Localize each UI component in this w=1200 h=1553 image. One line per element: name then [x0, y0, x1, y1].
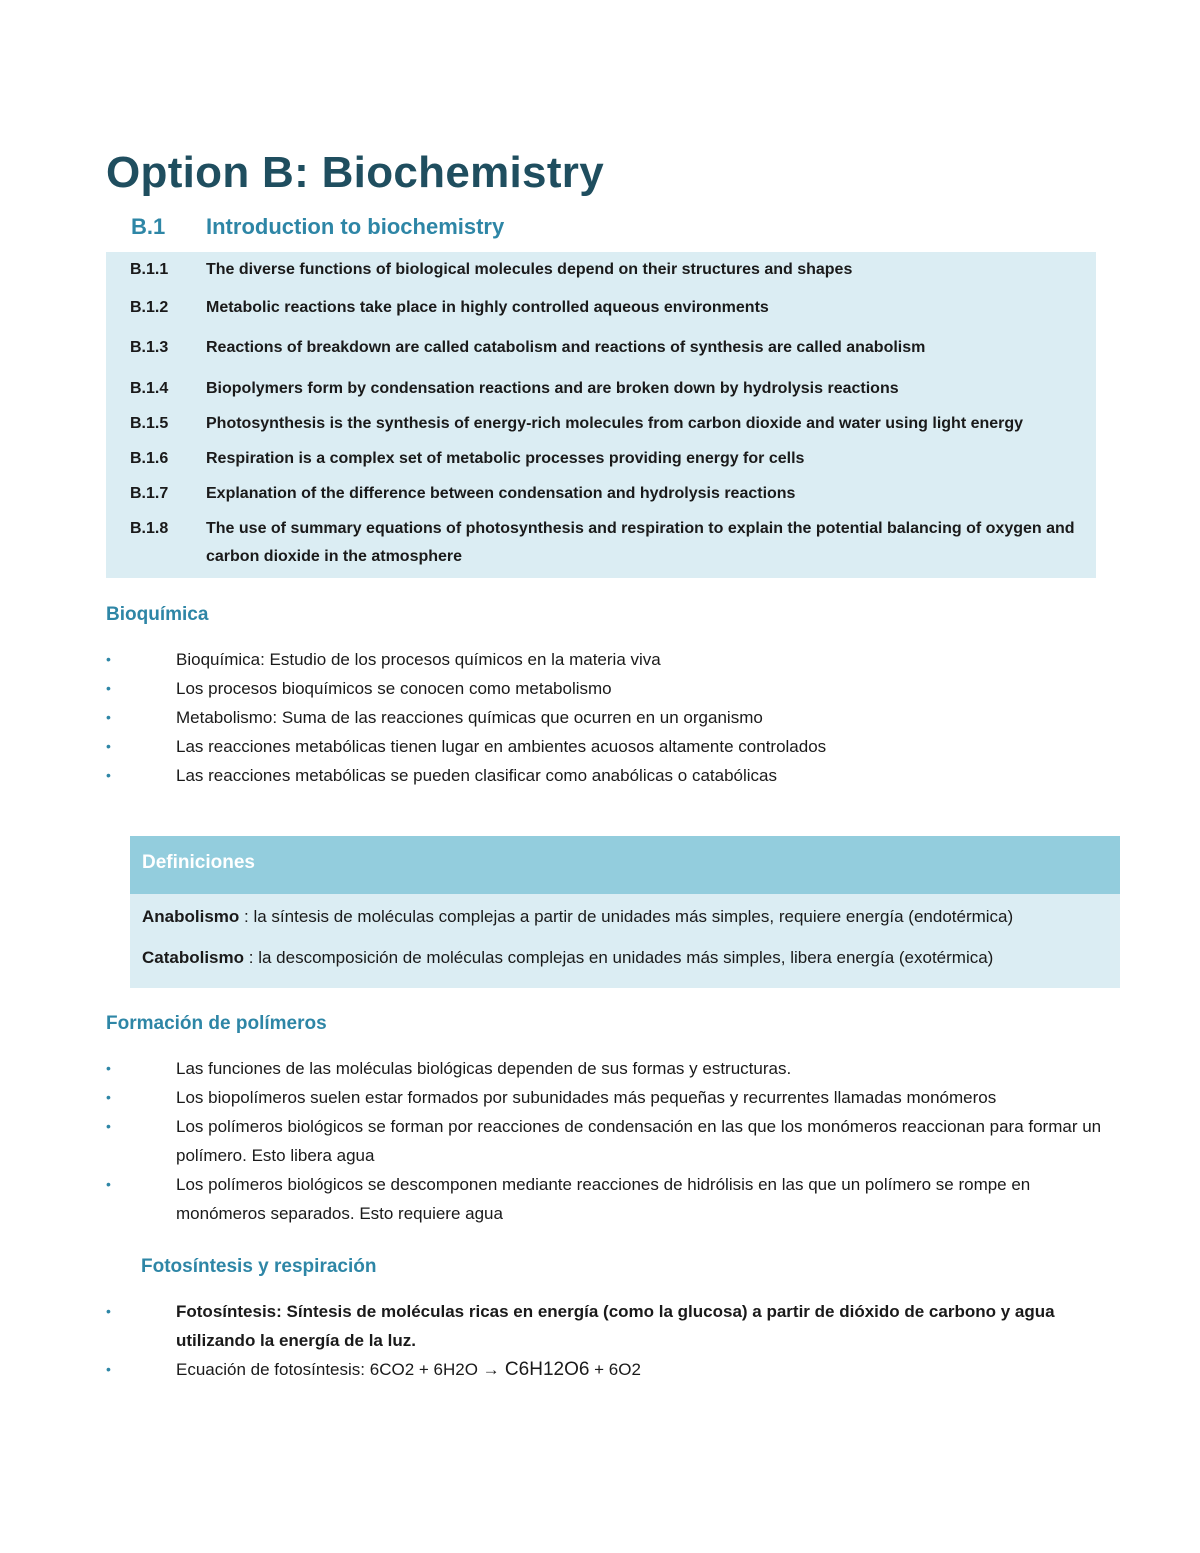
list-item: • Los procesos bioquímicos se conocen como metabolismo: [106, 674, 1106, 703]
definition-catabolismo: Catabolismo : la descomposición de moléculas complejas en unidades más simples, libera energía (exotérmica): [142, 948, 994, 967]
section-heading-polimeros: Formación de polímeros: [106, 1013, 327, 1034]
objective-row: B.1.5 Photosynthesis is the synthesis of energy-rich molecules from carbon dioxide and water using light energy: [130, 415, 1024, 432]
list-item: • Los polímeros biológicos se forman por reacciones de condensación en las que los monómeros reaccionan para formar un polímero. Esto libera agua: [106, 1112, 1106, 1170]
polimeros-list: [106, 1054, 1106, 1228]
list-item: • Bioquímica: Estudio de los procesos químicos en la materia viva: [106, 645, 1106, 674]
bullet-icon: •: [106, 1118, 111, 1134]
bullet-icon: •: [106, 651, 111, 667]
objective-row: B.1.6 Respiration is a complex set of metabolic processes providing energy for cells: [130, 450, 805, 467]
bullet-icon: •: [106, 1060, 111, 1076]
bullet-icon: •: [106, 1176, 111, 1192]
list-item: • Los biopolímeros suelen estar formados por subunidades más pequeñas y recurrentes llamadas monómeros: [106, 1083, 1106, 1112]
bullet-icon: •: [106, 680, 111, 696]
bullet-icon: •: [106, 767, 111, 783]
objective-row: B.1.4 Biopolymers form by condensation reactions and are broken down by hydrolysis reactions: [130, 380, 899, 397]
objective-row: B.1.1 The diverse functions of biological molecules depend on their structures and shapes: [130, 261, 853, 278]
objective-row: B.1.3 Reactions of breakdown are called catabolism and reactions of synthesis are called anabolism: [130, 339, 926, 356]
list-item: • Los polímeros biológicos se descomponen mediante reacciones de hidrólisis en las que un polímero se rompe en monómeros separados. Esto requiere agua: [106, 1170, 1106, 1228]
unit-heading: [131, 214, 504, 240]
arrow-right-icon: →: [482, 1360, 500, 1379]
list-item: • Fotosíntesis: Síntesis de moléculas ricas en energía (como la glucosa) a partir de dióxido de carbono y agua utilizando la energía de la luz.: [106, 1297, 1106, 1355]
list-item: • Las reacciones metabólicas se pueden clasificar como anabólicas o catabólicas: [106, 761, 1106, 790]
bullet-icon: •: [106, 738, 111, 754]
bullet-icon: •: [106, 1361, 111, 1377]
objective-row: B.1.2 Metabolic reactions take place in highly controlled aqueous environments: [130, 299, 769, 316]
definitions-title: Definiciones: [142, 852, 255, 873]
bullet-icon: •: [106, 1089, 111, 1105]
list-item: • Metabolismo: Suma de las reacciones químicas que ocurren en un organismo: [106, 703, 1106, 732]
page-title: Option B: Biochemistry: [106, 148, 604, 197]
list-item: • Las reacciones metabólicas tienen lugar en ambientes acuosos altamente controlados: [106, 732, 1106, 761]
bullet-icon: •: [106, 1303, 111, 1319]
photosynthesis-equation: 6CO2 + 6H2O → C6H12O6 + 6O2: [369, 1359, 641, 1380]
bullet-icon: •: [106, 709, 111, 725]
fotosintesis-list: [106, 1297, 1106, 1384]
list-item: • Las funciones de las moléculas biológicas dependen de sus formas y estructuras.: [106, 1054, 1106, 1083]
unit-title: Introduction to biochemistry: [206, 214, 505, 239]
objective-row: B.1.7 Explanation of the difference between condensation and hydrolysis reactions: [130, 485, 796, 502]
objectives-box: [106, 252, 1096, 578]
definitions-header: [130, 836, 1120, 894]
objective-row: B.1.8 The use of summary equations of photosynthesis and respiration to explain the potential balancing of oxygen and carbon dioxide in the atmosphere: [130, 520, 1075, 565]
bioquimica-list: [106, 645, 1106, 790]
unit-code: B.1: [131, 214, 166, 239]
section-heading-bioquimica: Bioquímica: [106, 604, 209, 625]
definition-anabolismo: Anabolismo : la síntesis de moléculas complejas a partir de unidades más simples, requiere energía (endotérmica): [142, 907, 1014, 926]
equation-label: Ecuación de fotosíntesis:: [176, 1360, 370, 1379]
definitions-box: [130, 836, 1120, 988]
list-item: [106, 1355, 1106, 1384]
section-heading-fotosintesis: Fotosíntesis y respiración: [141, 1256, 377, 1277]
